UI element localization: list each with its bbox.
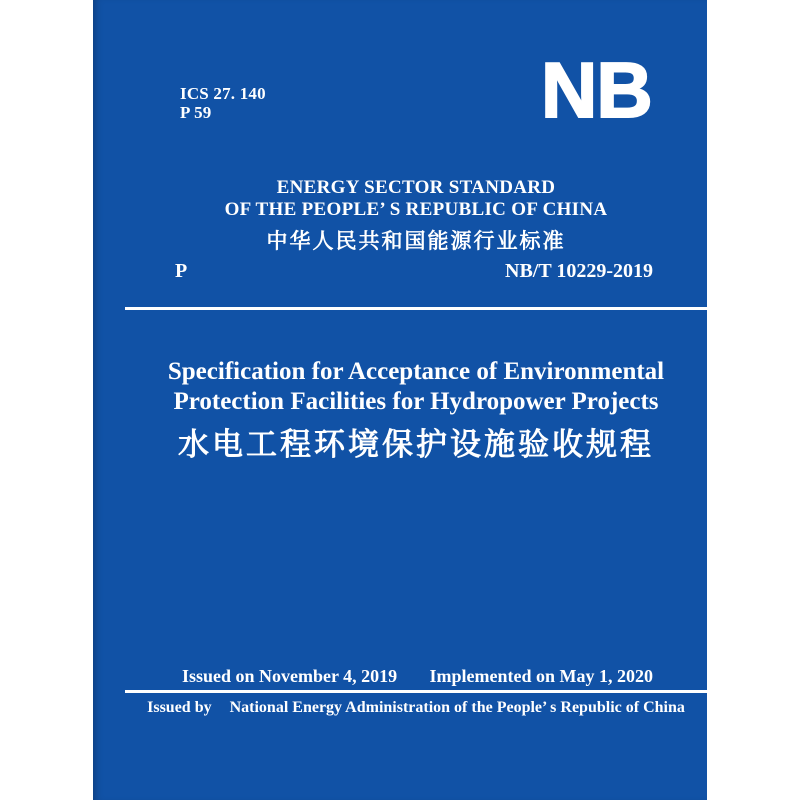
issued-date: Issued on November 4, 2019: [182, 666, 398, 686]
dates-row: [125, 666, 707, 687]
org-heading-chinese: 中华人民共和国能源行业标准: [266, 230, 566, 253]
implemented-date: Implemented on May 1, 2020: [429, 666, 653, 686]
title-english-line2: Protection Facilities for Hydropower Projects: [173, 388, 659, 415]
standard-number-row: [125, 260, 707, 283]
title-english-line1: Specification for Acceptance of Environmental: [167, 358, 665, 385]
ics-code: ICS 27. 140: [180, 84, 266, 103]
org-heading-line1: ENERGY SECTOR STANDARD: [276, 177, 556, 198]
org-heading-line2: OF THE PEOPLE’ S REPUBLIC OF CHINA: [224, 199, 608, 220]
issuer-row: [125, 699, 707, 717]
title-chinese: 水电工程环境保护设施验收规程: [178, 427, 654, 462]
p-code: P 59: [180, 103, 212, 122]
issued-by-value: National Energy Administration of the People’ s Republic of China: [229, 699, 685, 716]
classification-codes: [180, 84, 266, 122]
title-block: [125, 357, 707, 463]
issued-by-label: Issued by: [147, 699, 212, 716]
nb-logo: NB: [541, 46, 652, 134]
standard-cover-page: [93, 0, 707, 800]
bottom-divider-rule: [125, 690, 707, 693]
doc-class-letter: P: [175, 260, 188, 282]
standard-org-heading: [125, 177, 707, 254]
standard-number: NB/T 10229-2019: [505, 260, 653, 282]
top-divider-rule: [125, 307, 707, 310]
